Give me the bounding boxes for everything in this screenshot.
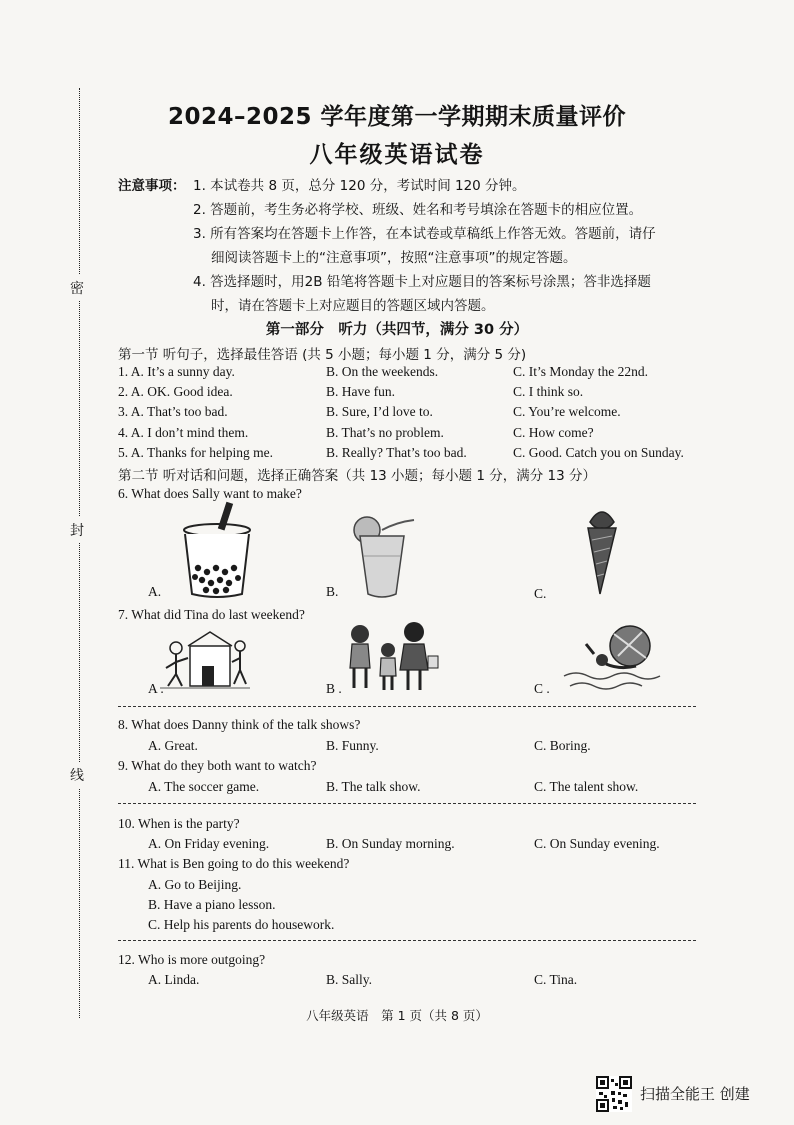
q8-option-c: C. Boring.	[534, 738, 591, 753]
q12-option-b: B. Sally.	[326, 972, 373, 987]
divider-3	[118, 940, 696, 941]
note-item-3: 3. 所有答案均在答题卡上作答，在本试卷或草稿纸上作答无效。答题前，请仔	[193, 226, 656, 242]
q2-option-a: 2. A. OK. Good idea.	[118, 384, 233, 399]
q4-option-c: C. How come?	[513, 425, 594, 440]
q3-option-a: 3. A. That’s too bad.	[118, 404, 228, 419]
divider-1	[118, 706, 696, 707]
q7-stem: 7. What did Tina do last weekend?	[118, 607, 305, 622]
q10-option-c: C. On Sunday evening.	[534, 836, 660, 851]
q10-stem: 10. When is the party?	[118, 816, 240, 831]
q8-stem: 8. What does Danny think of the talk shows?	[118, 717, 361, 732]
note-item-2: 2. 答题前，考生务必将学校、班级、姓名和考号填涂在答题卡的相应位置。	[193, 202, 643, 218]
ice-cream-cone-image	[582, 506, 622, 600]
q8-option-a: A. Great.	[148, 738, 198, 753]
note-item-1: 1. 本试卷共 8 页，总分 120 分，考试时间 120 分钟。	[193, 178, 526, 194]
q8-option-b: B. Funny.	[326, 738, 379, 753]
q11-option-b: B. Have a piano lesson.	[148, 897, 276, 912]
q10-option-b: B. On Sunday morning.	[326, 836, 455, 851]
q4-option-a: 4. A. I don’t mind them.	[118, 425, 249, 440]
q9-option-b: B. The talk show.	[326, 779, 421, 794]
seal-char-feng: 封	[70, 517, 84, 543]
scanner-brand-text: 扫描全能王 创建	[640, 1085, 750, 1103]
seal-char-mi: 密	[70, 275, 84, 301]
q6-option-b: B.	[326, 584, 339, 599]
qr-code-icon	[596, 1076, 632, 1112]
note-item-4-cont: 时，请在答题卡上对应题目的答题区域内答题。	[211, 298, 495, 314]
q5-option-b: B. Really? That’s too bad.	[326, 445, 467, 460]
juice-glass-image	[352, 510, 432, 600]
q7-option-a: A .	[148, 681, 164, 696]
q1-option-b: B. On the weekends.	[326, 364, 439, 379]
q2-option-b: B. Have fun.	[326, 384, 395, 399]
q9-stem: 9. What do they both want to watch?	[118, 758, 317, 773]
q10-option-a: A. On Friday evening.	[148, 836, 270, 851]
part1-title: 第一部分 听力（共四节，满分 30 分）	[265, 322, 529, 338]
q12-option-c: C. Tina.	[534, 972, 578, 987]
q6-option-a: A.	[148, 584, 162, 599]
q7-option-c: C .	[534, 681, 550, 696]
q11-option-a: A. Go to Beijing.	[148, 877, 242, 892]
divider-2	[118, 803, 696, 804]
note-item-4: 4. 答选择题时，用2B 铅笔将答题卡上对应题目的答案标号涂黑；答非选择题	[193, 274, 651, 290]
q6-option-c: C.	[534, 586, 547, 601]
q3-option-b: B. Sure, I’d love to.	[326, 404, 433, 419]
q1-option-c: C. It’s Monday the 22nd.	[513, 364, 648, 379]
notes-label: 注意事项：	[118, 178, 186, 194]
page-footer: 八年级英语 第 1 页（共 8 页）	[306, 1008, 488, 1023]
bubble-tea-image	[182, 502, 252, 598]
q4-option-b: B. That’s no problem.	[326, 425, 444, 440]
note-item-3-cont: 细阅读答题卡上的“注意事项”，按照“注意事项”的规定答题。	[211, 250, 577, 266]
seal-dotted-line	[79, 88, 80, 1018]
q6-stem: 6. What does Sally want to make?	[118, 486, 302, 501]
q1-option-a: 1. A. It’s a sunny day.	[118, 364, 235, 379]
q2-option-c: C. I think so.	[513, 384, 584, 399]
section1-title: 第一节 听句子，选择最佳答语 (共 5 小题；每小题 1 分，满分 5 分)	[118, 347, 527, 363]
q5-option-c: C. Good. Catch you on Sunday.	[513, 445, 684, 460]
exam-subtitle: 八年级英语试卷	[309, 142, 485, 168]
activity-image-c	[560, 620, 660, 692]
section2-title: 第二节 听对话和问题，选择正确答案（共 13 小题；每小题 1 分，满分 13 分）	[118, 468, 596, 484]
seal-char-xian: 线	[70, 762, 84, 788]
q7-option-b: B .	[326, 681, 342, 696]
q11-option-c: C. Help his parents do housework.	[148, 917, 335, 932]
activity-image-b	[344, 620, 440, 692]
q12-option-a: A. Linda.	[148, 972, 200, 987]
activity-image-a	[160, 626, 250, 690]
exam-title: 2024–2025 学年度第一学期期末质量评价	[167, 104, 627, 130]
q5-option-a: 5. A. Thanks for helping me.	[118, 445, 273, 460]
q9-option-a: A. The soccer game.	[148, 779, 260, 794]
q3-option-c: C. You’re welcome.	[513, 404, 621, 419]
q9-option-c: C. The talent show.	[534, 779, 639, 794]
q11-stem: 11. What is Ben going to do this weekend?	[118, 856, 350, 871]
q12-stem: 12. Who is more outgoing?	[118, 952, 266, 967]
